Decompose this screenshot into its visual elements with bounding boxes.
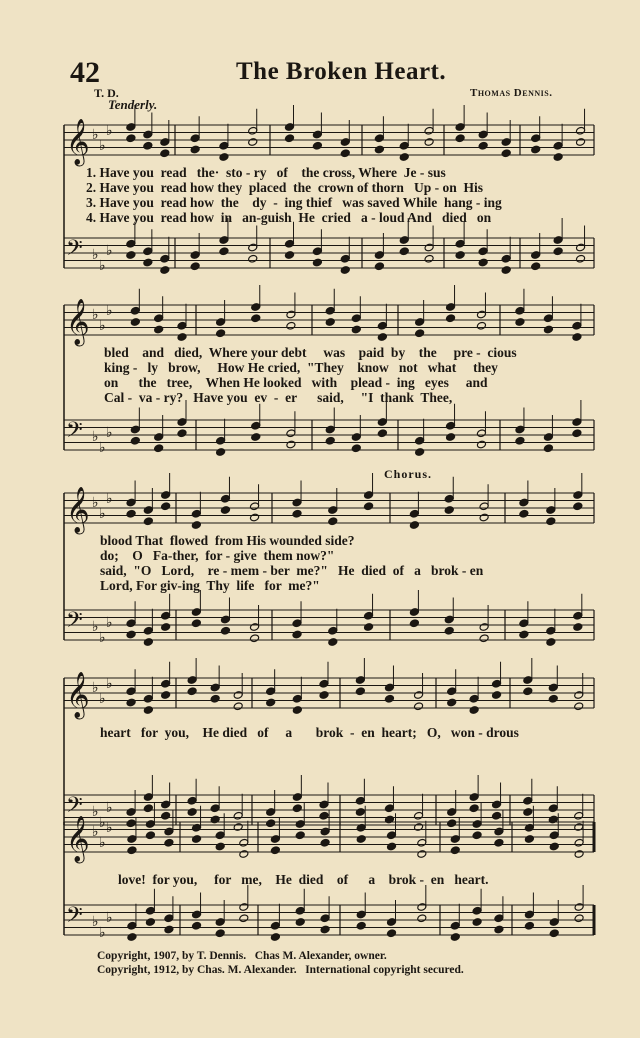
- lyric-line: heart for you, He died of a brok - en heart; O, won - drous: [100, 725, 519, 740]
- flat-sign-icon: ♭: [92, 914, 99, 930]
- notehead: [312, 141, 322, 150]
- notehead: [472, 831, 482, 840]
- notehead: [320, 925, 330, 934]
- bass-clef-icon: 𝄢: [66, 608, 83, 638]
- flat-sign-icon: ♭: [99, 835, 106, 851]
- notehead: [447, 819, 457, 828]
- notehead: [572, 429, 582, 438]
- notehead: [251, 314, 261, 323]
- notehead: [455, 251, 465, 260]
- notehead: [292, 630, 302, 639]
- notehead: [455, 134, 465, 143]
- notehead: [216, 329, 226, 338]
- notehead: [574, 702, 584, 711]
- notehead: [187, 687, 197, 696]
- notehead: [355, 808, 365, 817]
- notehead: [444, 506, 454, 515]
- notehead: [364, 502, 374, 511]
- notehead: [130, 436, 140, 445]
- lyric-line: 4. Have you read how in an-guish He cried a - loud And died on: [86, 210, 492, 225]
- notehead: [492, 811, 502, 820]
- notehead: [414, 702, 424, 711]
- notehead: [399, 247, 409, 256]
- notehead: [126, 134, 136, 143]
- notehead: [215, 842, 225, 851]
- flat-sign-icon: ♭: [106, 123, 113, 139]
- notehead: [387, 929, 397, 938]
- treble-clef-icon: 𝄞: [66, 816, 90, 862]
- notehead: [553, 247, 563, 256]
- notehead: [478, 141, 488, 150]
- notehead: [266, 698, 276, 707]
- copyright-line: Copyright, 1907, by T. Dennis. Chas M. Alexander, owner.: [97, 950, 387, 962]
- notehead: [220, 506, 230, 515]
- notehead: [478, 258, 488, 267]
- notehead: [248, 254, 258, 263]
- notehead: [384, 694, 394, 703]
- notehead: [292, 706, 302, 715]
- notehead: [351, 444, 361, 453]
- notehead: [417, 914, 427, 923]
- notehead: [177, 333, 187, 342]
- flat-sign-icon: ♭: [106, 425, 113, 441]
- lyric-line: 1. Have you read the· sto - ry of the cross, Where Je - sus: [86, 165, 446, 180]
- notehead: [127, 846, 137, 855]
- chorus-label: Chorus.: [384, 467, 433, 481]
- notehead: [573, 623, 583, 632]
- notehead: [501, 266, 511, 275]
- lyric-line: love! for you, for me, He died of a brok - en heart.: [118, 872, 489, 887]
- notehead: [190, 262, 200, 271]
- notehead: [126, 819, 136, 828]
- notehead: [233, 702, 243, 711]
- notehead: [444, 626, 454, 635]
- notehead: [479, 513, 489, 522]
- notehead: [546, 638, 556, 647]
- flat-sign-icon: ♭: [92, 429, 99, 445]
- words-credit: T. D.: [94, 86, 119, 100]
- notehead: [355, 687, 365, 696]
- notehead: [523, 687, 533, 696]
- notehead: [251, 433, 261, 442]
- flat-sign-icon: ♭: [106, 910, 113, 926]
- lyric-line: on the tree, When He looked with plead - ing eyes and: [104, 375, 488, 390]
- notehead: [250, 634, 260, 643]
- notehead: [356, 835, 366, 844]
- notehead: [161, 811, 171, 820]
- treble-clef-icon: 𝄞: [66, 672, 90, 718]
- notehead: [543, 325, 553, 334]
- notehead: [340, 266, 350, 275]
- notehead: [248, 138, 258, 147]
- notehead: [340, 149, 350, 158]
- notehead: [469, 706, 479, 715]
- notehead: [126, 630, 136, 639]
- notehead: [515, 436, 525, 445]
- notehead: [325, 318, 335, 327]
- notehead: [531, 262, 541, 271]
- notehead: [492, 691, 502, 700]
- notehead: [164, 838, 174, 847]
- notehead: [574, 850, 584, 859]
- notehead: [417, 850, 427, 859]
- hymn-number: 42: [70, 56, 100, 89]
- flat-sign-icon: ♭: [99, 138, 106, 154]
- notehead: [286, 321, 296, 330]
- notehead: [574, 914, 584, 923]
- notehead: [328, 517, 338, 526]
- treble-clef-icon: 𝄞: [66, 487, 90, 533]
- copyright-line: Copyright, 1912, by Chas. M. Alexander. International copyright secured.: [97, 964, 464, 976]
- flat-sign-icon: ♭: [106, 676, 113, 692]
- notehead: [319, 811, 329, 820]
- notehead: [494, 925, 504, 934]
- notehead: [424, 138, 434, 147]
- notehead: [210, 694, 220, 703]
- tempo-marking: Tenderly.: [108, 97, 158, 112]
- flat-sign-icon: ♭: [106, 491, 113, 507]
- notehead: [192, 835, 202, 844]
- flat-sign-icon: ♭: [99, 506, 106, 522]
- notehead: [154, 444, 164, 453]
- notehead: [531, 145, 541, 154]
- bass-clef-icon: 𝄢: [66, 236, 83, 266]
- notehead: [161, 691, 171, 700]
- flat-sign-icon: ♭: [106, 800, 113, 816]
- flat-sign-icon: ♭: [92, 804, 99, 820]
- notehead: [446, 433, 456, 442]
- notehead: [286, 440, 296, 449]
- notehead: [469, 804, 479, 813]
- notehead: [476, 321, 486, 330]
- notehead: [515, 318, 525, 327]
- flat-sign-icon: ♭: [99, 691, 106, 707]
- notehead: [501, 149, 511, 158]
- notehead: [450, 933, 460, 942]
- flat-sign-icon: ♭: [92, 307, 99, 323]
- notehead: [215, 929, 225, 938]
- notehead: [364, 623, 374, 632]
- bass-clef-icon: 𝄢: [66, 418, 83, 448]
- lyric-line: king - ly brow, How He cried, "They know not what they: [104, 360, 498, 375]
- treble-clef-icon: 𝄞: [66, 119, 90, 165]
- notehead: [325, 436, 335, 445]
- flat-sign-icon: ♭: [92, 247, 99, 263]
- notehead: [374, 262, 384, 271]
- notehead: [351, 325, 361, 334]
- notehead: [447, 698, 457, 707]
- notehead: [546, 517, 556, 526]
- notehead: [553, 153, 563, 162]
- notehead: [160, 266, 170, 275]
- notehead: [285, 251, 295, 260]
- notehead: [285, 134, 295, 143]
- notehead: [127, 933, 137, 942]
- notehead: [216, 448, 226, 457]
- notehead: [548, 694, 558, 703]
- notehead: [519, 509, 529, 518]
- flat-sign-icon: ♭: [99, 318, 106, 334]
- bass-clef-icon: 𝄢: [66, 903, 83, 933]
- flat-sign-icon: ♭: [99, 815, 106, 831]
- notehead: [576, 254, 586, 263]
- notehead: [164, 925, 174, 934]
- notehead: [479, 634, 489, 643]
- notehead: [250, 513, 260, 522]
- notehead: [191, 521, 201, 530]
- lyric-line: blood That flowed from His wounded side?: [100, 533, 355, 548]
- notehead: [270, 933, 280, 942]
- lyric-line: said, "O Lord, re - mem - ber me?" He died of a brok - en: [100, 563, 484, 578]
- notehead: [266, 819, 276, 828]
- notehead: [219, 153, 229, 162]
- lyric-line: do; O Fa-ther, for - give them now?": [100, 548, 335, 563]
- flat-sign-icon: ♭: [99, 925, 106, 941]
- notehead: [190, 145, 200, 154]
- lyric-line: Lord, For giv-ing Thy life for me?": [100, 578, 320, 593]
- notehead: [295, 831, 305, 840]
- notehead: [126, 509, 136, 518]
- notehead: [573, 502, 583, 511]
- flat-sign-icon: ♭: [106, 820, 113, 836]
- notehead: [356, 921, 366, 930]
- flat-sign-icon: ♭: [92, 495, 99, 511]
- notehead: [130, 318, 140, 327]
- notehead: [319, 691, 329, 700]
- notehead: [377, 333, 387, 342]
- notehead: [543, 444, 553, 453]
- lyric-line: 2. Have you read how they placed the crown of thorn Up - on His: [86, 180, 484, 195]
- notehead: [576, 138, 586, 147]
- notehead: [160, 149, 170, 158]
- hymn-title: The Broken Heart.: [236, 58, 447, 85]
- flat-sign-icon: ♭: [99, 258, 106, 274]
- notehead: [187, 808, 197, 817]
- notehead: [524, 921, 534, 930]
- lyric-line: Cal - va - ry? Have you ev - er said, "I thank Thee,: [104, 390, 453, 405]
- notehead: [476, 440, 486, 449]
- notehead: [572, 333, 582, 342]
- notehead: [549, 929, 559, 938]
- notehead: [143, 258, 153, 267]
- notehead: [387, 842, 397, 851]
- notehead: [220, 626, 230, 635]
- notehead: [270, 846, 280, 855]
- notehead: [239, 914, 249, 923]
- flat-sign-icon: ♭: [92, 127, 99, 143]
- notehead: [415, 448, 425, 457]
- notehead: [143, 517, 153, 526]
- lyric-line: bled and died, Where your debt was paid by the pre - cious: [104, 345, 517, 360]
- lyric-line: 3. Have you read how the dy - ing thief was saved While hang - ing: [86, 195, 502, 210]
- notehead: [191, 619, 201, 628]
- notehead: [519, 630, 529, 639]
- notehead: [161, 623, 171, 632]
- notehead: [145, 831, 155, 840]
- flat-sign-icon: ♭: [92, 824, 99, 840]
- notehead: [143, 706, 153, 715]
- notehead: [494, 838, 504, 847]
- notehead: [377, 429, 387, 438]
- bass-clef-icon: 𝄢: [66, 793, 83, 823]
- notehead: [424, 254, 434, 263]
- flat-sign-icon: ♭: [106, 615, 113, 631]
- notehead: [409, 619, 419, 628]
- music-credit: Thomas Dennis.: [470, 87, 553, 99]
- notehead: [219, 247, 229, 256]
- notehead: [472, 918, 482, 927]
- notehead: [415, 329, 425, 338]
- notehead: [154, 325, 164, 334]
- notehead: [409, 521, 419, 530]
- notehead: [239, 850, 249, 859]
- notehead: [192, 921, 202, 930]
- notehead: [143, 141, 153, 150]
- notehead: [292, 509, 302, 518]
- flat-sign-icon: ♭: [99, 440, 106, 456]
- notehead: [523, 808, 533, 817]
- treble-clef-icon: 𝄞: [66, 299, 90, 345]
- notehead: [328, 638, 338, 647]
- notehead: [312, 258, 322, 267]
- notehead: [549, 842, 559, 851]
- notehead: [143, 804, 153, 813]
- flat-sign-icon: ♭: [92, 680, 99, 696]
- flat-sign-icon: ♭: [92, 619, 99, 635]
- notehead: [292, 804, 302, 813]
- notehead: [143, 638, 153, 647]
- notehead: [524, 835, 534, 844]
- notehead: [126, 251, 136, 260]
- notehead: [295, 918, 305, 927]
- notehead: [450, 846, 460, 855]
- notehead: [161, 502, 171, 511]
- notehead: [126, 698, 136, 707]
- notehead: [399, 153, 409, 162]
- flat-sign-icon: ♭: [106, 243, 113, 259]
- notehead: [145, 918, 155, 927]
- flat-sign-icon: ♭: [99, 630, 106, 646]
- flat-sign-icon: ♭: [106, 303, 113, 319]
- notehead: [177, 429, 187, 438]
- notehead: [320, 838, 330, 847]
- notehead: [374, 145, 384, 154]
- notehead: [446, 314, 456, 323]
